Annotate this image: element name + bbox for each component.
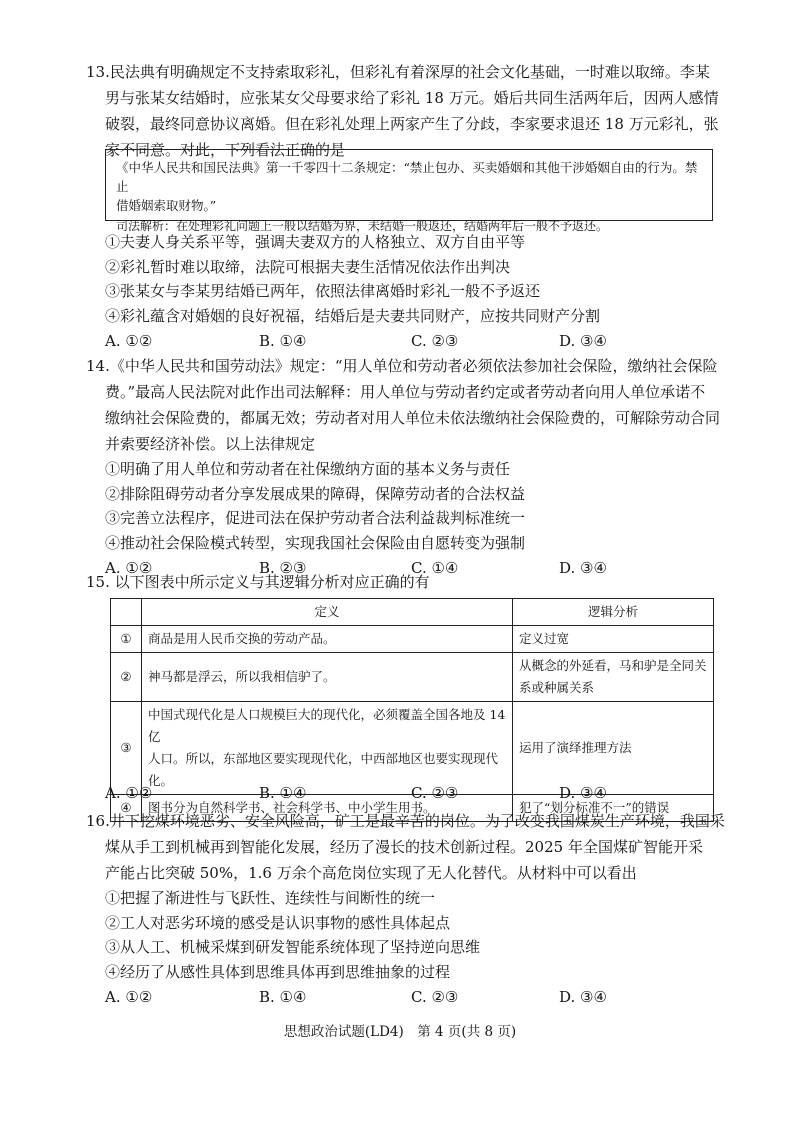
question-13 bbox=[86, 59, 726, 163]
legal-quote-box bbox=[105, 149, 713, 233]
stem-line: 14.《中华人民共和国劳动法》规定：“用人单位和劳动者必须依法参加社会保险，缴纳社会保险 bbox=[86, 357, 718, 375]
analysis-cell bbox=[513, 653, 714, 702]
question-14 bbox=[86, 353, 726, 581]
analysis-text: 犯了“划分标准不一”的错误 bbox=[519, 800, 670, 815]
choice-c[interactable]: C. ②③ bbox=[411, 332, 459, 350]
choice-b[interactable]: B. ①④ bbox=[259, 332, 307, 350]
choice-a[interactable]: A. ①② bbox=[105, 332, 153, 350]
page-footer: 思想政治试题(LD4) 第 4 页(共 8 页) bbox=[283, 1024, 517, 1040]
question-15 bbox=[86, 569, 726, 595]
choice-b[interactable]: B. ①④ bbox=[259, 784, 307, 802]
stem-line: 13.民法典有明确规定不支持索取彩礼，但彩礼有着深厚的社会文化基础，一时难以取缔。李某 bbox=[86, 63, 710, 81]
analysis-text: 定义过宽 bbox=[519, 631, 570, 646]
statement-item: ②工人对恶劣环境的感受是认识事物的感性具体起点 bbox=[105, 913, 451, 932]
row-number: ③ bbox=[111, 702, 142, 795]
stem-line: 产能占比突破 50%，1.6 万余个高危岗位实现了无人化替代。从材料中可以看出 bbox=[105, 864, 637, 882]
stem-line: 费。”最高人民法院对此作出司法解释：用人单位与劳动者约定或者劳动者向用人单位承诺不 bbox=[105, 383, 706, 401]
quote-line: 借婚姻索取财物。” bbox=[116, 198, 217, 213]
choice-d[interactable]: D. ③④ bbox=[559, 332, 607, 350]
table-header: 逻辑分析 bbox=[513, 599, 714, 626]
stem-line: 家不同意。对此，下列看法正确的是 bbox=[105, 141, 346, 159]
definition-text: 商品是用人民币交换的劳动产品。 bbox=[148, 631, 336, 646]
definition-text: 神马都是浮云，所以我相信驴了。 bbox=[148, 669, 336, 684]
choice-b[interactable]: B. ②③ bbox=[259, 559, 307, 577]
stem-line: 男与张某女结婚时，应张某女父母要求给了彩礼 18 万元。婚后共同生活两年后，因两人感情 bbox=[105, 89, 719, 107]
statement-item: ④经历了从感性具体到思维具体再到思维抽象的过程 bbox=[105, 962, 451, 981]
table-row bbox=[111, 626, 714, 653]
analysis-text: 从概念的外延看，马和驴是全同关 bbox=[519, 658, 707, 673]
definition-text: 中国式现代化是人口规模巨大的现代化，必须覆盖全国各地及 14 亿 bbox=[148, 707, 506, 744]
definition-cell bbox=[142, 653, 513, 702]
question-16-stem bbox=[86, 808, 726, 886]
question-13-stem bbox=[86, 59, 726, 163]
definition-text: 人口。所以，东部地区要实现现代化，中西部地区也要实现现代化。 bbox=[148, 751, 499, 788]
analysis-text: 系或种属关系 bbox=[519, 680, 595, 695]
judicial-interpretation: 司法解析：在处理彩礼问题上一般以结婚为界，未结婚一般返还，结婚两年后一般不予返还。 bbox=[116, 219, 609, 233]
choice-d[interactable]: D. ③④ bbox=[559, 988, 607, 1006]
choice-d[interactable]: D. ③④ bbox=[559, 784, 607, 802]
table-header bbox=[111, 599, 142, 626]
definition-text: 图书分为自然科学书、社会科学书、中小学生用书。 bbox=[148, 800, 436, 815]
choice-a[interactable]: A. ①② bbox=[105, 784, 153, 802]
choice-a[interactable]: A. ①② bbox=[105, 559, 153, 577]
choice-a[interactable]: A. ①② bbox=[105, 988, 153, 1006]
analysis-cell bbox=[513, 626, 714, 653]
question-14-stem bbox=[86, 353, 726, 457]
statement-item: ①夫妻人身关系平等，强调夫妻双方的人格独立、双方自由平等 bbox=[105, 233, 526, 251]
answer-choices bbox=[86, 984, 726, 1010]
question-13-options bbox=[86, 230, 726, 354]
statement-item: ②排除阻碍劳动者分享发展成果的障碍，保障劳动者的合法权益 bbox=[105, 484, 526, 503]
statement-item: ①把握了渐进性与飞跃性、连续性与间断性的统一 bbox=[105, 889, 436, 907]
statement-item: ④彩礼蕴含对婚姻的良好祝福，结婚后是夫妻共同财产，应按共同财产分割 bbox=[105, 306, 601, 325]
row-number: ④ bbox=[111, 795, 142, 822]
stem-line: 破裂，最终同意协议离婚。但在彩礼处理上两家产生了分歧，李家要求退还 18 万元彩礼，张 bbox=[105, 115, 719, 133]
question-15-stem: 15. 以下图表中所示定义与其逻辑分析对应正确的有 bbox=[86, 573, 430, 591]
row-number: ① bbox=[111, 626, 142, 653]
stem-line: 缴纳社会保险费的，都属无效；劳动者对用人单位未依法缴纳社会保险费的，可解除劳动合同 bbox=[105, 409, 721, 427]
quote-line: 《中华人民共和国民法典》第一千零四十二条规定：“禁止包办、买卖婚姻和其他干涉婚姻自由的行为。禁止 bbox=[116, 160, 698, 194]
analysis-text: 运用了演绎推理方法 bbox=[519, 740, 632, 755]
stem-line: 并索要经济补偿。以上法律规定 bbox=[105, 435, 316, 453]
answer-choices bbox=[86, 780, 726, 806]
choice-c[interactable]: C. ②③ bbox=[411, 988, 459, 1006]
stem-line: 16.井下挖煤环境恶劣、安全风险高，矿工是最辛苦的岗位。为了改变我国煤炭生产环境，我国采 bbox=[86, 812, 725, 830]
question-15-choices bbox=[86, 780, 726, 806]
table-header: 定义 bbox=[142, 599, 513, 626]
table-header-row bbox=[111, 599, 714, 626]
statement-item: ③完善立法程序，促进司法在保护劳动者合法利益裁判标准统一 bbox=[105, 509, 526, 527]
statement-item: ③张某女与李某男结婚已两年，依照法律离婚时彩礼一般不予返还 bbox=[105, 282, 541, 300]
choice-b[interactable]: B. ①④ bbox=[259, 988, 307, 1006]
choice-d[interactable]: D. ③④ bbox=[559, 559, 607, 577]
question-16 bbox=[86, 808, 726, 1010]
statement-item: ④推动社会保险模式转型，实现我国社会保险由自愿转变为强制 bbox=[105, 533, 526, 552]
row-number: ② bbox=[111, 653, 142, 702]
choice-c[interactable]: C. ②③ bbox=[411, 784, 459, 802]
statement-item: ③从人工、机械采煤到研发智能系统体现了坚持逆向思维 bbox=[105, 938, 481, 956]
answer-choices bbox=[86, 328, 726, 354]
table-row bbox=[111, 653, 714, 702]
statement-item: ②彩礼暂时难以取缔，法院可根据夫妻生活情况依法作出判决 bbox=[105, 257, 511, 276]
stem-line: 煤从手工到机械再到智能化发展，经历了漫长的技术创新过程。2025 年全国煤矿智能开采 bbox=[105, 838, 703, 856]
choice-c[interactable]: C. ①④ bbox=[411, 559, 459, 577]
definition-cell bbox=[142, 626, 513, 653]
statement-item: ①明确了用人单位和劳动者在社保缴纳方面的基本义务与责任 bbox=[105, 460, 511, 478]
